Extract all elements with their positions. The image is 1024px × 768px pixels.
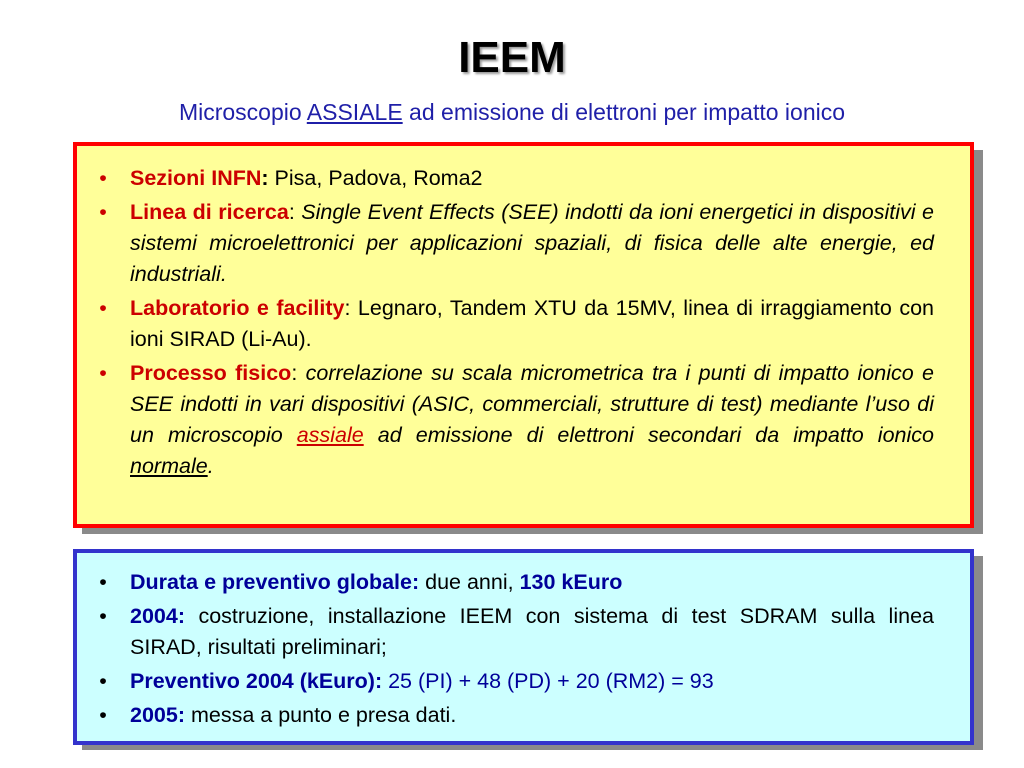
bullet-icon: • <box>99 570 107 594</box>
subtitle-text-before: Microscopio <box>178 99 307 125</box>
item-text: messa a punto e presa dati. <box>185 703 457 727</box>
item-label: 2005: <box>130 703 185 727</box>
subtitle-text-after: ad emissione di elettroni per impatto ionico <box>402 99 846 125</box>
subtitle-underlined-word: ASSIALE <box>306 99 403 125</box>
item-separator: : <box>288 200 295 224</box>
list-item-linea <box>93 197 934 290</box>
item-end: . <box>207 454 214 478</box>
item-separator: : <box>261 166 269 190</box>
bullet-icon: • <box>99 604 107 628</box>
item-text: correlazione su scala micrometrica tra i punti di impatto ionico e SEE indotti in vari dispositivi (ASIC, commerciali, strutture di test) mediante l’uso di un microscopio <box>130 361 934 447</box>
list-item-sezioni <box>93 163 934 194</box>
list-item-2005 <box>93 700 934 731</box>
item-label: Durata e preventivo globale: <box>130 570 420 594</box>
item-text: Legnaro, Tandem XTU da 15MV, linea di irraggiamento con ioni SIRAD (Li-Au). <box>130 296 934 351</box>
slide-subtitle <box>0 98 1024 126</box>
item-label: Laboratorio e facility <box>130 296 345 320</box>
item-label: Linea di ricerca <box>130 200 289 224</box>
list-item-2004 <box>93 601 934 663</box>
item-text: ad emissione di elettroni secondari da impatto ionico <box>363 423 934 447</box>
item-text: due anni, <box>419 570 520 594</box>
item-text: Single Event Effects (SEE) indotti da ioni energetici in dispositivi e sistemi microelettronici per applicazioni spaziali, di fisica delle alte energie, ed industriali. <box>130 200 934 286</box>
item-label: 2004: <box>130 604 185 628</box>
item-text: costruzione, installazione IEEM con sistema di test SDRAM sulla linea SIRAD, risultati preliminari; <box>130 604 934 659</box>
item-separator: : <box>344 296 351 320</box>
item-label: Sezioni INFN <box>130 166 262 190</box>
item-label: Preventivo 2004 (kEuro): <box>130 669 383 693</box>
item-text: 25 (PI) + 48 (PD) + 20 (RM2) = 93 <box>382 669 714 693</box>
bullet-icon: • <box>99 361 107 385</box>
item-text: Pisa, Padova, Roma2 <box>268 166 483 190</box>
budget-list <box>93 567 934 731</box>
bullet-icon: • <box>99 296 107 320</box>
bullet-icon: • <box>99 166 107 190</box>
underlined-word-assiale: assiale <box>296 423 364 447</box>
list-item-preventivo <box>93 666 934 697</box>
list-item-processo <box>93 358 934 482</box>
slide-title: IEEM <box>458 33 566 82</box>
project-info-list <box>93 163 934 482</box>
bullet-icon: • <box>99 669 107 693</box>
budget-box <box>73 549 974 745</box>
underlined-word-normale: normale <box>130 454 208 478</box>
item-separator: : <box>291 361 298 385</box>
bullet-icon: • <box>99 200 107 224</box>
project-info-box <box>73 142 974 528</box>
bullet-icon: • <box>99 703 107 727</box>
item-label: Processo fisico <box>130 361 292 385</box>
item-amount: 130 kEuro <box>519 570 623 594</box>
list-item-laboratorio <box>93 293 934 355</box>
list-item-durata <box>93 567 934 598</box>
